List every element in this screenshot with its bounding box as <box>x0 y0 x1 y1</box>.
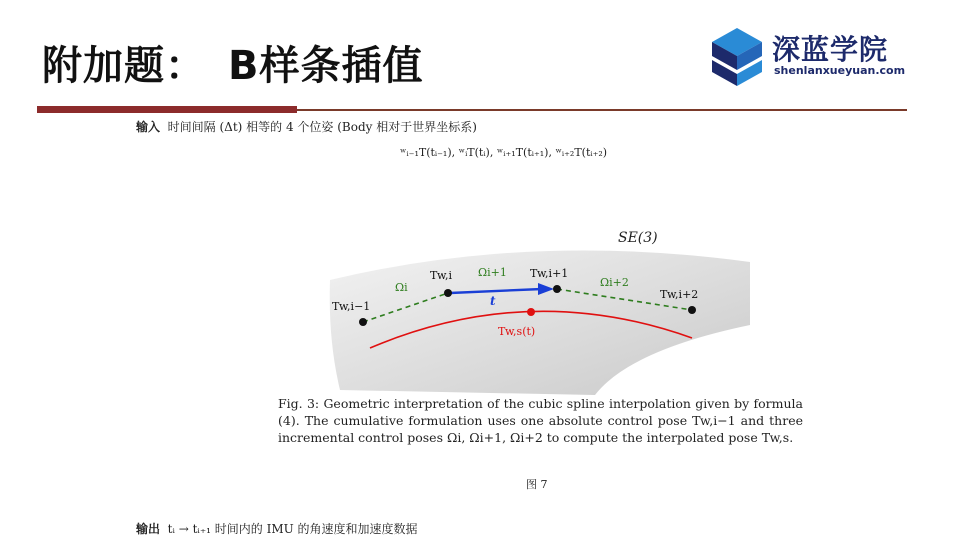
se3-diagram <box>300 220 770 395</box>
slide-title <box>42 34 424 91</box>
logo-cube-icon <box>708 26 766 88</box>
brand-logo <box>708 26 918 86</box>
label-tw-ip2: Tw,i+2 <box>660 288 699 301</box>
title-prefix: 附加题： <box>42 43 206 89</box>
label-tw-i: Tw,i <box>430 269 453 282</box>
control-point-im1 <box>359 318 367 326</box>
figure-number: 图 7 <box>526 478 548 491</box>
title-main: B样条插值 <box>228 43 424 89</box>
se3-figure <box>300 220 770 395</box>
label-tws: Tw,s(t) <box>498 325 536 338</box>
logo-domain: shenlanxueyuan.com <box>774 64 906 77</box>
output-label: 输出 <box>136 522 161 536</box>
label-t: t <box>490 294 496 308</box>
input-text: 时间间隔 (Δt) 相等的 4 个位姿 (Body 相对于世界坐标系) <box>167 120 477 134</box>
label-tw-ip1: Tw,i+1 <box>530 267 569 280</box>
se3-label: SE(3) <box>618 230 658 246</box>
figure-caption: Fig. 3: Geometric interpretation of the cubic spline interpolation given by formula (4). The cumulative formulation uses one absolute control pose Tw,i−1 and three incremental control poses Ωi, Ωi+1, Ωi+2 to compute the interpolated pose Tw,s. <box>278 396 803 445</box>
input-description <box>136 118 477 135</box>
label-omega-ip2: Ωi+2 <box>600 276 629 289</box>
output-description <box>136 520 418 537</box>
input-label: 输入 <box>136 120 161 134</box>
logo-chinese-name: 深蓝学院 <box>772 33 889 66</box>
label-omega-i: Ωi <box>395 281 408 294</box>
control-point-ip1 <box>553 285 561 293</box>
pose-formula: ʷᵢ₋₁T(tᵢ₋₁), ʷᵢT(tᵢ), ʷᵢ₊₁T(tᵢ₊₁), ʷᵢ₊₂T(tᵢ₊₂) <box>400 146 608 159</box>
output-text: tᵢ → tᵢ₊₁ 时间内的 IMU 的角速度和加速度数据 <box>167 522 418 536</box>
interpolated-point <box>527 308 535 316</box>
label-tw-im1: Tw,i−1 <box>332 300 371 313</box>
label-omega-ip1: Ωi+1 <box>478 266 507 279</box>
control-point-ip2 <box>688 306 696 314</box>
title-divider <box>37 106 907 113</box>
control-point-i <box>444 289 452 297</box>
